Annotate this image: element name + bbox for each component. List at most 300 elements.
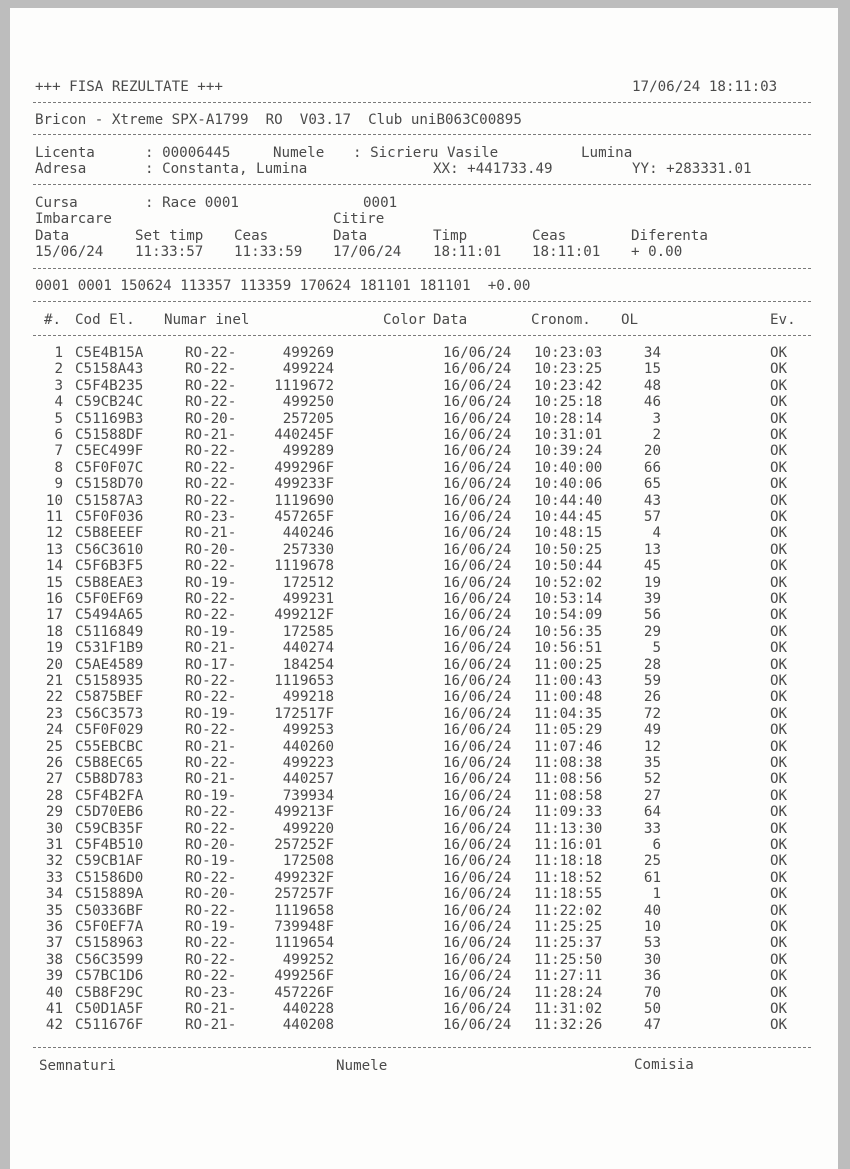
cell-ev: OK [770, 459, 788, 476]
cell-ev: OK [770, 377, 788, 394]
cell-data: 16/06/24 [443, 492, 512, 509]
cell-nr: 19 [45, 640, 63, 657]
cell-nr: 38 [45, 951, 63, 968]
cell-data: 16/06/24 [443, 459, 512, 476]
cell-inel: 172517F [274, 705, 334, 722]
cell-inel: 172585 [282, 623, 334, 640]
cell-ser: RO-23- [185, 509, 237, 525]
cell-ser: RO-21- [185, 771, 237, 788]
cell-ev: OK [770, 476, 788, 493]
cell-time: 10:48:15 [534, 525, 603, 542]
cell-nr: 14 [45, 558, 63, 575]
cell-ev: OK [770, 755, 788, 771]
cell-data: 16/06/24 [443, 640, 512, 657]
cell-cod: C50336BF [75, 902, 144, 919]
cell-time: 10:40:00 [534, 459, 603, 476]
cell-data: 16/06/24 [443, 771, 512, 788]
cell-ev: OK [770, 656, 788, 673]
race-header-data2: Data [333, 228, 368, 244]
cell-ev: OK [770, 558, 788, 575]
cell-ser: RO-22- [185, 869, 237, 886]
cell-inel: 1119678 [274, 558, 334, 575]
cell-time: 11:08:38 [534, 755, 603, 771]
race-header-settimp: Set timp [135, 228, 204, 244]
cell-data: 16/06/24 [443, 509, 512, 525]
cell-data: 16/06/24 [443, 837, 512, 853]
cell-inel: 499220 [282, 820, 334, 837]
cell-ev: OK [770, 853, 788, 870]
cell-nr: 16 [45, 591, 63, 607]
cell-cod: C5B8EAE3 [75, 574, 144, 591]
cell-ol: 46 [643, 394, 661, 411]
cell-cod: C51169B3 [75, 410, 144, 427]
cell-ser: RO-22- [185, 755, 237, 771]
cell-inel: 184254 [282, 656, 334, 673]
cell-ser: RO-19- [185, 787, 237, 804]
cell-inel: 499224 [282, 361, 334, 378]
cell-data: 16/06/24 [443, 869, 512, 886]
cell-time: 11:25:37 [534, 935, 603, 952]
cell-ev: OK [770, 919, 788, 935]
cell-data: 16/06/24 [443, 935, 512, 952]
cell-ser: RO-21- [185, 1001, 237, 1017]
cell-ol: 4 [652, 525, 661, 542]
cell-nr: 15 [45, 574, 63, 591]
cell-time: 11:09:33 [534, 804, 603, 821]
divider [33, 268, 811, 269]
cell-data: 16/06/24 [443, 951, 512, 968]
cell-ser: RO-22- [185, 459, 237, 476]
cell-inel: 1119654 [274, 935, 334, 952]
cell-time: 10:44:45 [534, 509, 603, 525]
cell-ol: 50 [643, 1001, 661, 1017]
cell-time: 11:18:55 [534, 886, 603, 903]
cell-cod: C55EBCBC [75, 738, 144, 755]
race-value-timp: 18:11:01 [433, 244, 502, 260]
cell-time: 11:27:11 [534, 968, 603, 985]
cell-nr: 25 [45, 738, 63, 755]
cell-data: 16/06/24 [443, 820, 512, 837]
cell-ser: RO-21- [185, 1017, 237, 1034]
cell-cod: C50D1A5F [75, 1001, 144, 1017]
col-header-ol: OL [621, 312, 639, 328]
cell-inel: 257330 [282, 541, 334, 558]
cell-ev: OK [770, 984, 788, 1001]
cell-nr: 32 [45, 853, 63, 870]
cell-nr: 18 [45, 623, 63, 640]
col-header-data: Data [433, 312, 468, 328]
cell-cod: C56C3599 [75, 951, 144, 968]
cell-time: 11:25:25 [534, 919, 603, 935]
race-header-timp: Timp [433, 228, 468, 244]
numele-label: Numele [273, 145, 325, 161]
cell-cod: C59CB35F [75, 820, 144, 837]
cell-data: 16/06/24 [443, 394, 512, 411]
cell-ol: 10 [643, 919, 661, 935]
cell-inel: 457226F [274, 984, 334, 1001]
cell-inel: 499250 [282, 394, 334, 411]
cell-ol: 49 [643, 722, 661, 739]
cell-ol: 27 [643, 787, 661, 804]
cell-cod: C5F0EF69 [75, 591, 144, 607]
race-value-settimp: 11:33:57 [135, 244, 204, 260]
cell-cod: C5158D70 [75, 476, 144, 493]
cell-ev: OK [770, 623, 788, 640]
cell-data: 16/06/24 [443, 427, 512, 443]
cell-nr: 35 [45, 902, 63, 919]
cell-time: 10:40:06 [534, 476, 603, 493]
cell-time: 11:31:02 [534, 1001, 603, 1017]
signatures-label: Semnaturi [39, 1058, 116, 1074]
cell-cod: C51586D0 [75, 869, 144, 886]
cell-ev: OK [770, 410, 788, 427]
cell-inel: 499269 [282, 345, 334, 361]
cell-ser: RO-19- [185, 705, 237, 722]
cell-ser: RO-21- [185, 427, 237, 443]
cell-data: 16/06/24 [443, 1017, 512, 1034]
cell-inel: 499253 [282, 722, 334, 739]
cell-inel: 440257 [282, 771, 334, 788]
cell-time: 11:18:52 [534, 869, 603, 886]
cell-ol: 66 [643, 459, 661, 476]
cell-ev: OK [770, 787, 788, 804]
cell-nr: 5 [54, 410, 63, 427]
cell-inel: 440245F [274, 427, 334, 443]
cell-ol: 26 [643, 689, 661, 706]
cell-data: 16/06/24 [443, 476, 512, 493]
cell-nr: 34 [45, 886, 63, 903]
cell-ser: RO-23- [185, 984, 237, 1001]
coord-yy: YY: +283331.01 [632, 161, 752, 177]
cell-ser: RO-22- [185, 345, 237, 361]
device-info: Bricon - Xtreme SPX-A1799 RO V03.17 Club uniB063C00895 [35, 112, 522, 128]
cell-inel: 440246 [282, 525, 334, 542]
cell-inel: 172508 [282, 853, 334, 870]
cell-data: 16/06/24 [443, 623, 512, 640]
cell-ol: 12 [643, 738, 661, 755]
locality: Lumina [581, 145, 633, 161]
cell-data: 16/06/24 [443, 525, 512, 542]
cell-inel: 1119658 [274, 902, 334, 919]
cell-ser: RO-22- [185, 558, 237, 575]
cell-ev: OK [770, 640, 788, 657]
cell-time: 11:08:58 [534, 787, 603, 804]
cell-ev: OK [770, 771, 788, 788]
cell-ev: OK [770, 968, 788, 985]
cell-cod: C531F1B9 [75, 640, 144, 657]
cell-data: 16/06/24 [443, 410, 512, 427]
cell-cod: C5F0EF7A [75, 919, 144, 935]
cell-ol: 30 [643, 951, 661, 968]
cell-cod: C5B8D783 [75, 771, 144, 788]
cell-ol: 28 [643, 656, 661, 673]
cell-time: 10:23:25 [534, 361, 603, 378]
cell-ser: RO-20- [185, 886, 237, 903]
citire-label: Citire [333, 211, 385, 227]
cell-time: 10:52:02 [534, 574, 603, 591]
cell-time: 10:54:09 [534, 607, 603, 624]
cell-ser: RO-22- [185, 377, 237, 394]
imbarcare-label: Imbarcare [35, 211, 112, 227]
cell-ol: 48 [643, 377, 661, 394]
cell-inel: 499252 [282, 951, 334, 968]
race-value-data: 15/06/24 [35, 244, 104, 260]
cell-cod: C59CB24C [75, 394, 144, 411]
cell-ser: RO-22- [185, 820, 237, 837]
cell-cod: C51588DF [75, 427, 144, 443]
cell-data: 16/06/24 [443, 705, 512, 722]
cell-inel: 499212F [274, 607, 334, 624]
cell-time: 11:05:29 [534, 722, 603, 739]
cell-cod: C5158935 [75, 673, 144, 689]
cell-nr: 13 [45, 541, 63, 558]
cell-ev: OK [770, 1017, 788, 1034]
cell-ev: OK [770, 804, 788, 821]
numele-value: : Sicrieru Vasile [353, 145, 499, 161]
cell-inel: 257205 [282, 410, 334, 427]
cell-time: 10:23:03 [534, 345, 603, 361]
cell-cod: C5D70EB6 [75, 804, 144, 821]
commission-label: Comisia [634, 1057, 694, 1073]
cell-ev: OK [770, 492, 788, 509]
cell-inel: 1119672 [274, 377, 334, 394]
col-header-color: Color [383, 312, 426, 328]
col-header-cod: Cod El. [75, 312, 135, 328]
cell-nr: 20 [45, 656, 63, 673]
cell-inel: 257257F [274, 886, 334, 903]
cell-ev: OK [770, 886, 788, 903]
cell-ser: RO-17- [185, 656, 237, 673]
race-header-diferenta: Diferenta [631, 228, 708, 244]
cell-ol: 20 [643, 443, 661, 460]
cell-nr: 8 [54, 459, 63, 476]
cell-ol: 6 [652, 837, 661, 853]
cursa-value: : Race 0001 [145, 195, 239, 211]
cell-cod: C5B8EEEF [75, 525, 144, 542]
cell-inel: 499231 [282, 591, 334, 607]
print-timestamp: 17/06/24 18:11:03 [632, 79, 778, 95]
cell-data: 16/06/24 [443, 607, 512, 624]
cell-time: 10:56:51 [534, 640, 603, 657]
cell-inel: 440274 [282, 640, 334, 657]
cell-cod: C56C3573 [75, 705, 144, 722]
cell-data: 16/06/24 [443, 886, 512, 903]
cell-inel: 739948F [274, 919, 334, 935]
cell-inel: 440208 [282, 1017, 334, 1034]
cell-time: 10:25:18 [534, 394, 603, 411]
cursa-label: Cursa [35, 195, 78, 211]
cell-time: 11:22:02 [534, 902, 603, 919]
cell-cod: C5F0F07C [75, 459, 144, 476]
cell-data: 16/06/24 [443, 361, 512, 378]
cell-ev: OK [770, 1001, 788, 1017]
cell-time: 10:28:14 [534, 410, 603, 427]
cell-data: 16/06/24 [443, 377, 512, 394]
cell-time: 11:00:48 [534, 689, 603, 706]
cell-time: 10:31:01 [534, 427, 603, 443]
cell-ol: 61 [643, 869, 661, 886]
cell-ev: OK [770, 443, 788, 460]
cell-ol: 33 [643, 820, 661, 837]
cursa-code: 0001 [363, 195, 398, 211]
cell-ol: 70 [643, 984, 661, 1001]
cell-time: 11:04:35 [534, 705, 603, 722]
cell-ser: RO-22- [185, 968, 237, 985]
coord-xx: XX: +441733.49 [433, 161, 553, 177]
cell-ser: RO-20- [185, 837, 237, 853]
cell-ol: 35 [643, 755, 661, 771]
cell-time: 11:28:24 [534, 984, 603, 1001]
cell-ol: 19 [643, 574, 661, 591]
cell-time: 11:08:56 [534, 771, 603, 788]
race-header-data: Data [35, 228, 70, 244]
cell-cod: C5116849 [75, 623, 144, 640]
cell-ser: RO-19- [185, 574, 237, 591]
cell-inel: 499223 [282, 755, 334, 771]
name-signature-label: Numele [336, 1058, 388, 1074]
cell-nr: 40 [45, 984, 63, 1001]
cell-ser: RO-22- [185, 492, 237, 509]
cell-ol: 36 [643, 968, 661, 985]
cell-cod: C515889A [75, 886, 144, 903]
cell-time: 11:25:50 [534, 951, 603, 968]
divider [33, 184, 811, 185]
cell-nr: 42 [45, 1017, 63, 1034]
cell-ev: OK [770, 394, 788, 411]
cell-nr: 3 [54, 377, 63, 394]
cell-ol: 43 [643, 492, 661, 509]
cell-ev: OK [770, 525, 788, 542]
cell-ol: 3 [652, 410, 661, 427]
cell-ser: RO-21- [185, 738, 237, 755]
cell-ev: OK [770, 689, 788, 706]
cell-nr: 6 [54, 427, 63, 443]
cell-data: 16/06/24 [443, 541, 512, 558]
cell-nr: 36 [45, 919, 63, 935]
col-header-inel: Numar inel [164, 312, 250, 328]
col-header-cronom: Cronom. [531, 312, 591, 328]
cell-time: 11:07:46 [534, 738, 603, 755]
cell-ol: 25 [643, 853, 661, 870]
cell-ol: 15 [643, 361, 661, 378]
cell-data: 16/06/24 [443, 787, 512, 804]
adresa-label: Adresa [35, 161, 87, 177]
cell-ser: RO-21- [185, 640, 237, 657]
cell-data: 16/06/24 [443, 558, 512, 575]
cell-ev: OK [770, 607, 788, 624]
cell-inel: 440260 [282, 738, 334, 755]
cell-cod: C5AE4589 [75, 656, 144, 673]
licenta-label: Licenta [35, 145, 95, 161]
cell-time: 10:39:24 [534, 443, 603, 460]
cell-nr: 17 [45, 607, 63, 624]
cell-inel: 257252F [274, 837, 334, 853]
cell-inel: 499256F [274, 968, 334, 985]
cell-ol: 5 [652, 640, 661, 657]
cell-data: 16/06/24 [443, 919, 512, 935]
cell-nr: 22 [45, 689, 63, 706]
race-summary: 0001 0001 150624 113357 113359 170624 181101 181101 +0.00 [35, 278, 531, 294]
cell-cod: C511676F [75, 1017, 144, 1034]
cell-data: 16/06/24 [443, 1001, 512, 1017]
cell-nr: 1 [54, 345, 63, 361]
cell-time: 11:32:26 [534, 1017, 603, 1034]
col-header-ev: Ev. [770, 312, 796, 328]
cell-ol: 65 [643, 476, 661, 493]
licenta-value: : 00006445 [145, 145, 231, 161]
cell-ev: OK [770, 361, 788, 378]
cell-cod: C5158963 [75, 935, 144, 952]
cell-nr: 31 [45, 837, 63, 853]
cell-ev: OK [770, 427, 788, 443]
cell-data: 16/06/24 [443, 804, 512, 821]
cell-cod: C5F4B510 [75, 837, 144, 853]
cell-ev: OK [770, 935, 788, 952]
cell-ol: 45 [643, 558, 661, 575]
cell-data: 16/06/24 [443, 656, 512, 673]
cell-time: 10:50:25 [534, 541, 603, 558]
cell-ser: RO-22- [185, 935, 237, 952]
cell-time: 11:13:30 [534, 820, 603, 837]
cell-ol: 47 [643, 1017, 661, 1034]
cell-ol: 56 [643, 607, 661, 624]
divider [33, 102, 811, 103]
race-value-ceas: 11:33:59 [234, 244, 303, 260]
cell-ev: OK [770, 574, 788, 591]
cell-inel: 499289 [282, 443, 334, 460]
cell-inel: 499233F [274, 476, 334, 493]
divider [33, 301, 811, 302]
race-header-ceas: Ceas [234, 228, 269, 244]
cell-nr: 10 [45, 492, 63, 509]
cell-ser: RO-22- [185, 394, 237, 411]
cell-inel: 739934 [282, 787, 334, 804]
cell-ol: 53 [643, 935, 661, 952]
cell-data: 16/06/24 [443, 443, 512, 460]
cell-nr: 28 [45, 787, 63, 804]
cell-inel: 457265F [274, 509, 334, 525]
cell-cod: C57BC1D6 [75, 968, 144, 985]
cell-time: 11:00:25 [534, 656, 603, 673]
cell-ser: RO-21- [185, 525, 237, 542]
cell-nr: 29 [45, 804, 63, 821]
cell-ser: RO-22- [185, 361, 237, 378]
cell-cod: C5B8EC65 [75, 755, 144, 771]
cell-nr: 41 [45, 1001, 63, 1017]
cell-ev: OK [770, 705, 788, 722]
cell-nr: 12 [45, 525, 63, 542]
cell-nr: 7 [54, 443, 63, 460]
cell-ser: RO-22- [185, 804, 237, 821]
cell-nr: 11 [45, 509, 63, 525]
cell-cod: C5F0F029 [75, 722, 144, 739]
adresa-value: : Constanta, Lumina [145, 161, 308, 177]
cell-ser: RO-22- [185, 476, 237, 493]
cell-nr: 33 [45, 869, 63, 886]
cell-data: 16/06/24 [443, 673, 512, 689]
cell-time: 11:18:18 [534, 853, 603, 870]
cell-cod: C5F6B3F5 [75, 558, 144, 575]
cell-ev: OK [770, 869, 788, 886]
divider [33, 1047, 811, 1048]
cell-ol: 57 [643, 509, 661, 525]
cell-ev: OK [770, 345, 788, 361]
cell-ev: OK [770, 837, 788, 853]
cell-ol: 29 [643, 623, 661, 640]
cell-ol: 2 [652, 427, 661, 443]
cell-time: 10:56:35 [534, 623, 603, 640]
cell-ol: 52 [643, 771, 661, 788]
